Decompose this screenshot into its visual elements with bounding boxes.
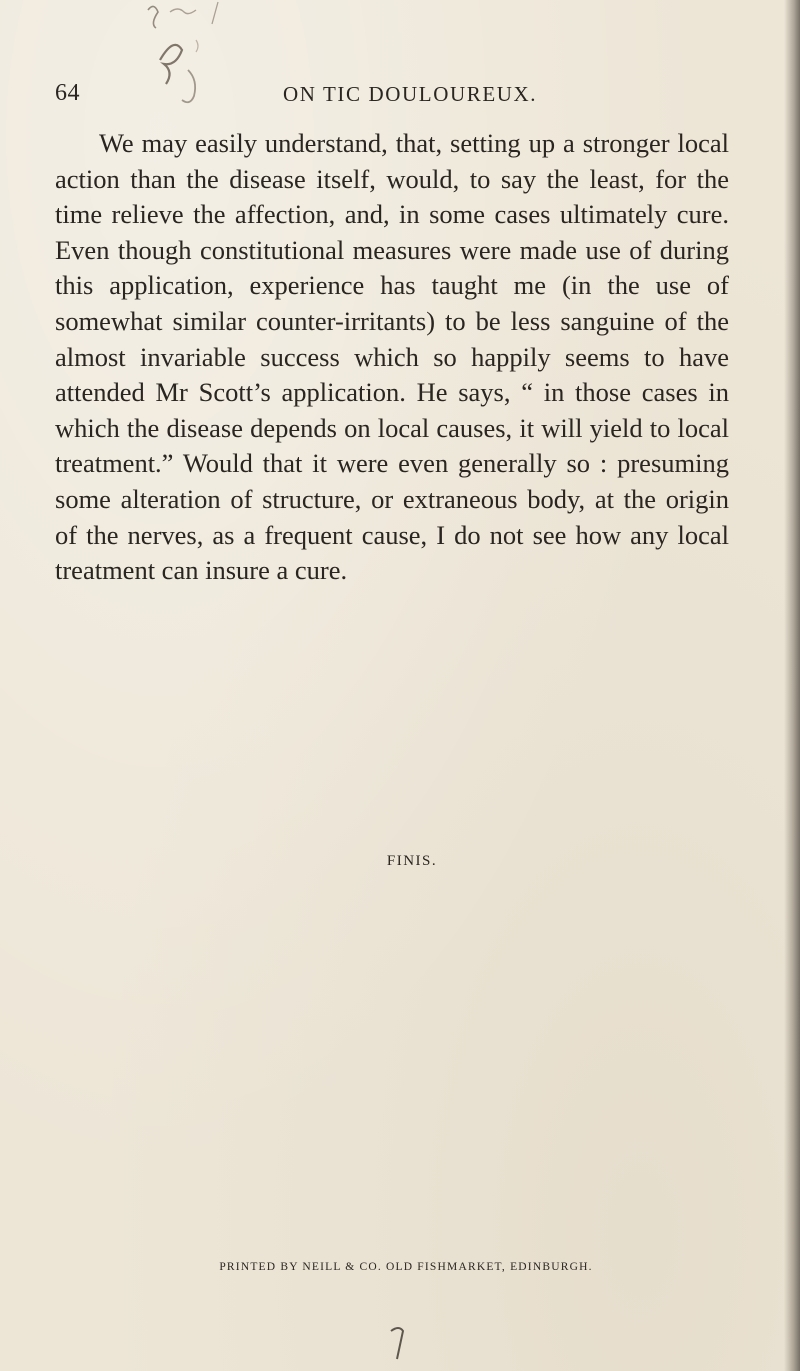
body-paragraph: We may easily understand, that, setting up a stronger local action than the disease itself, would, to say the least, for the time relieve the affection, and, in some cases ultimately cure. Even though constitutional measures were made use of during this application, experience has taught me (in the use of somewhat similar counter-irritants) to be less sanguine of the almost invariable success which so happily seems to have attended Mr Scott’s application. He says, “ in those cases in which the disease depends on local causes, it will yield to local treatment.” Would that it were even generally so : presuming some alteration of structure, or extraneous body, at the origin of the nerves, as a frequent cause, I do not see how any local treatment can insure a cure. [55, 128, 729, 586]
printer-imprint: PRINTED BY NEILL & CO. OLD FISHMARKET, EDINBURGH. [219, 1261, 593, 1273]
running-header [55, 80, 755, 110]
page-edge-shadow [784, 0, 800, 1371]
pencil-mark [386, 1323, 410, 1363]
header-title: ON TIC DOULOUREUX. [283, 82, 538, 106]
page-number: 64 [55, 80, 80, 106]
finis-label: FINIS. [386, 853, 438, 869]
